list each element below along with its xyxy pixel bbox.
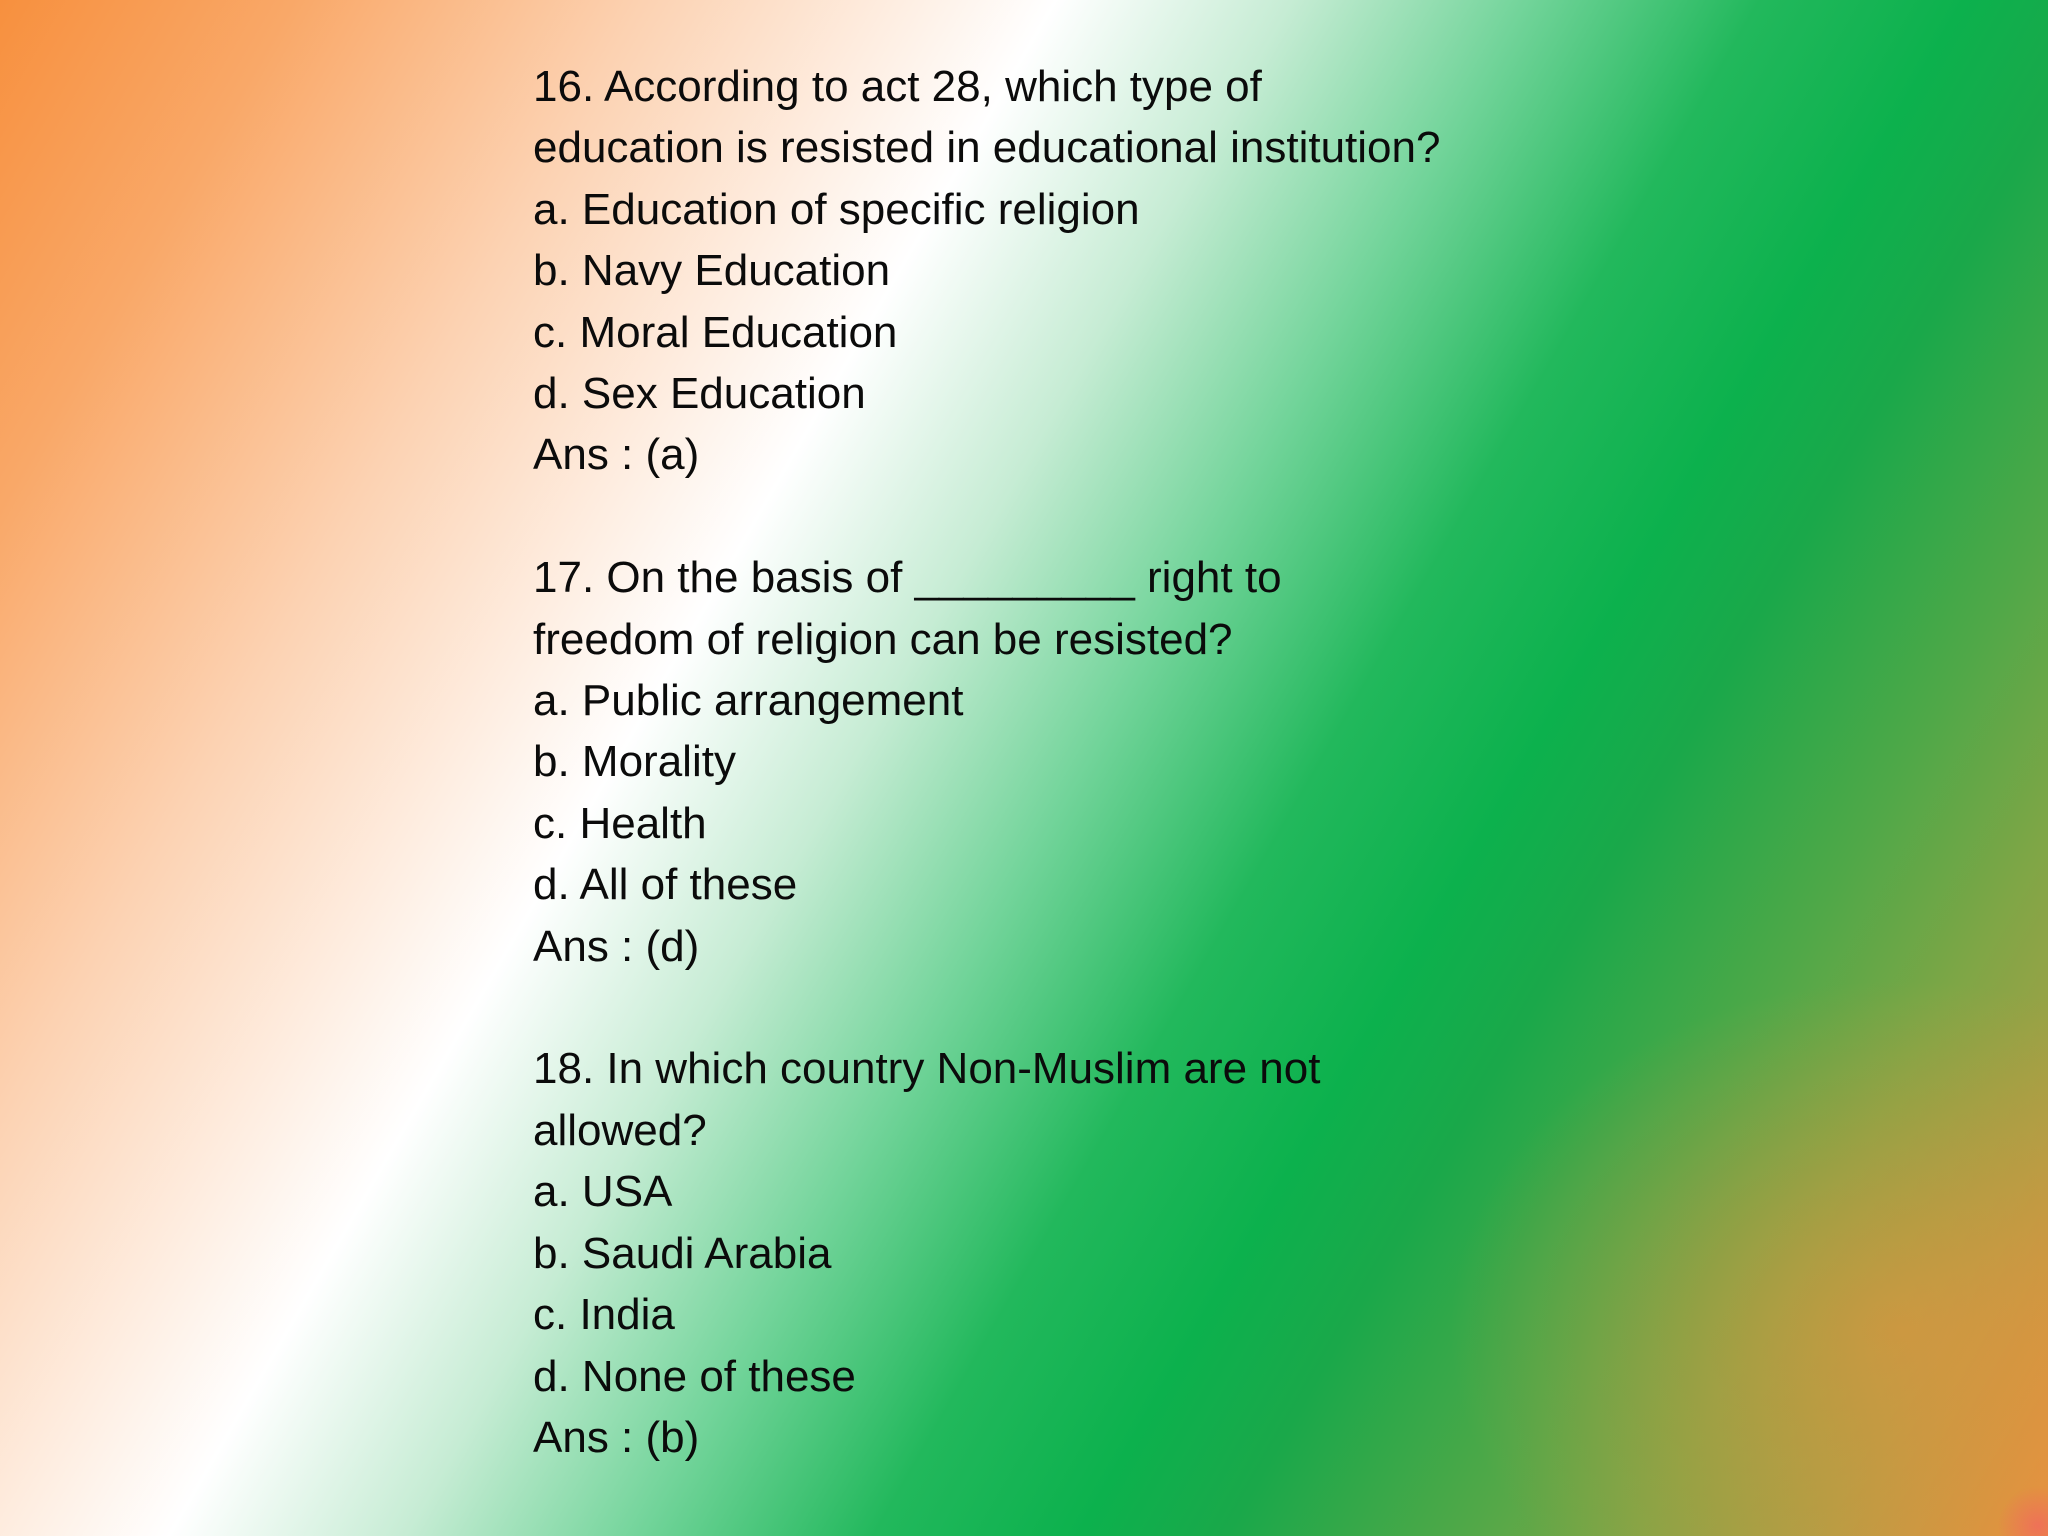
question-text: 17. On the basis of _________ right to <box>533 553 1282 603</box>
option-b: b. Navy Education <box>533 246 891 296</box>
option-b: b. Saudi Arabia <box>533 1228 832 1278</box>
answer-text: Ans : (d) <box>533 921 700 971</box>
question-text: freedom of religion can be resisted? <box>533 614 1233 664</box>
answer-text: Ans : (a) <box>533 430 700 480</box>
question-text: education is resisted in educational institution? <box>533 123 1441 173</box>
question-block-16 <box>533 56 1533 486</box>
question-block-17 <box>533 547 1533 977</box>
answer-text: Ans : (b) <box>533 1412 700 1462</box>
question-text: allowed? <box>533 1105 707 1155</box>
option-d: d. All of these <box>533 860 798 910</box>
option-b: b. Morality <box>533 737 736 787</box>
question-spacer <box>533 486 1533 547</box>
option-a: a. Education of specific religion <box>533 184 1140 234</box>
option-a: a. Public arrangement <box>533 676 964 726</box>
option-c: c. Moral Education <box>533 307 898 357</box>
option-c: c. India <box>533 1290 675 1340</box>
question-spacer <box>533 977 1533 1038</box>
option-d: d. Sex Education <box>533 369 866 419</box>
question-text: 18. In which country Non-Muslim are not <box>533 1044 1321 1094</box>
corner-decoration <box>1998 1486 2048 1536</box>
option-c: c. Health <box>533 798 707 848</box>
option-d: d. None of these <box>533 1351 856 1401</box>
option-a: a. USA <box>533 1167 673 1217</box>
question-block-18 <box>533 1038 1533 1468</box>
quiz-content <box>533 56 1533 1468</box>
question-text: 16. According to act 28, which type of <box>533 62 1262 111</box>
